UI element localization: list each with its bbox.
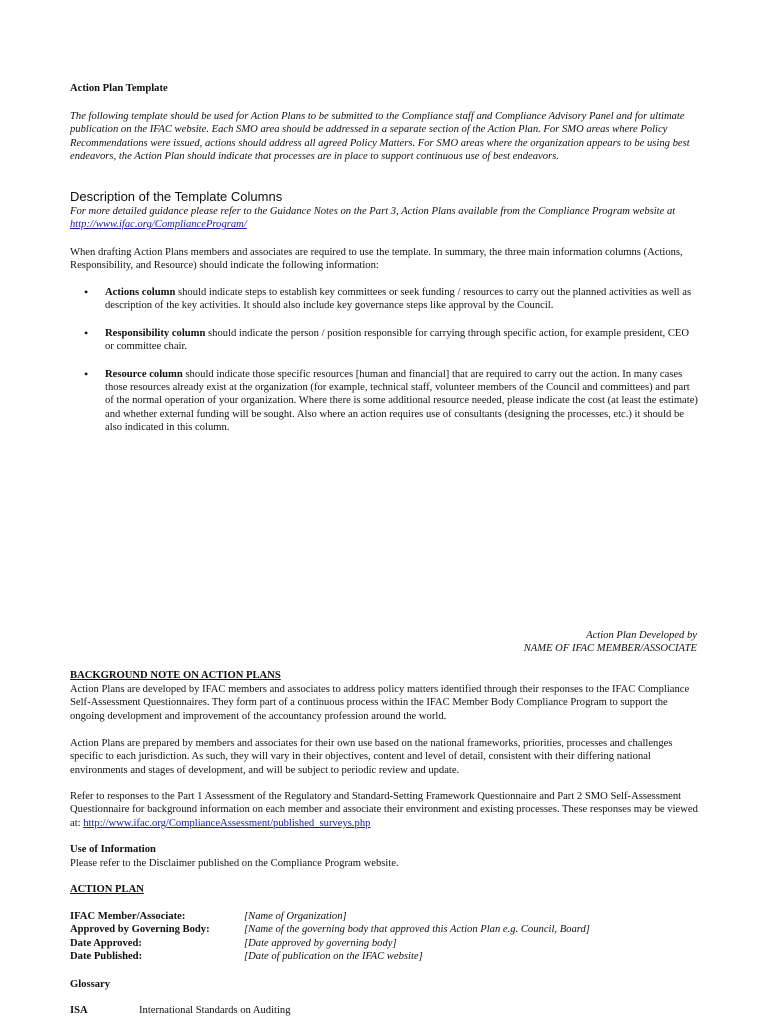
field-row bbox=[70, 950, 590, 963]
columns-heading: Description of the Template Columns bbox=[70, 189, 283, 204]
field-label: Date Published: bbox=[70, 951, 143, 963]
field-value: [Name of the governing body that approved this Action Plan e.g. Council, Board] bbox=[244, 924, 590, 936]
background-para1: Action Plans are developed by IFAC members and associates to address policy matters identified through their responses to the IFAC Compliance Self-Assessment Questionnaires. They form part of a continuous process within the IFAC Member Body Compliance Program to support the ongoing development and improvement of the accountancy profession around the world. bbox=[70, 684, 690, 722]
guidance-text: For more detailed guidance please refer to the Guidance Notes on the Part 3, Action Plans available from the Compliance Program website at bbox=[70, 206, 676, 217]
intro-paragraph: The following template should be used for Action Plans to be submitted to the Compliance staff and Compliance Advisory Panel and for ultimate publication on the IFAC website. Each SMO area should be addressed in a separate section of the Action Plan. For SMO areas where Policy Recommendations were issued, actions should address all agreed Policy Matters. For SMO areas where the organization appears to be using best endeavors, the Action Plan should indicate that processes are in place to support continuous use of best endeavors. bbox=[70, 111, 690, 163]
developed-by-line1: Action Plan Developed by bbox=[586, 630, 697, 641]
use-of-info-heading: Use of Information bbox=[70, 844, 156, 855]
background-para2: Action Plans are prepared by members and associates for their own use based on the national frameworks, priorities, processes and challenges specific to each jurisdiction. As such, they will vary in their objectives, content and level of detail, consistent with their differing national environments and stages of development, and will be subject to periodic review and update. bbox=[70, 738, 673, 776]
glossary-term: ISA bbox=[70, 1005, 88, 1016]
glossary-heading: Glossary bbox=[70, 979, 111, 990]
field-label: Approved by Governing Body: bbox=[70, 924, 210, 936]
published-surveys-link[interactable]: http://www.ifac.org/ComplianceAssessment/published_surveys.php bbox=[83, 817, 371, 829]
bullet-text: should indicate those specific resources [human and financial] that are required to carry out the action. In many cases those resources already exist at the organization (for example, technical staff, volunteer members of the Council and committees) and part of the normal operation of your organization. Where there is some additional resource needed, please indicate the cost (at least the estimate) and whether external funding will be sought. Also where an action requires use of consultants (designing the processes, etc.) it should be also indicated in this column. bbox=[105, 368, 698, 434]
field-value: [Date approved by governing body] bbox=[244, 937, 397, 949]
field-value: [Date of publication on the IFAC website] bbox=[244, 951, 423, 963]
field-row bbox=[70, 937, 590, 950]
field-label: Date Approved: bbox=[70, 937, 142, 949]
bullet-text: should indicate the person / position responsible for carrying through specific action, for example president, CEO or committee chair. bbox=[105, 327, 690, 353]
glossary-entry bbox=[70, 1004, 291, 1017]
bullet-term: Actions column bbox=[105, 287, 176, 298]
field-row bbox=[70, 910, 590, 923]
bullet-resource bbox=[70, 368, 700, 435]
use-of-info-text: Please refer to the Disclaimer published on the Compliance Program website. bbox=[70, 858, 399, 869]
template-title: Action Plan Template bbox=[70, 83, 168, 94]
columns-bullet-list bbox=[70, 286, 700, 435]
compliance-program-link[interactable]: http://www.ifac.org/ComplianceProgram/ bbox=[70, 219, 247, 231]
action-plan-fields bbox=[70, 910, 590, 964]
bullet-responsibility bbox=[70, 327, 700, 354]
bullet-term: Responsibility column bbox=[105, 327, 206, 339]
drafting-paragraph: When drafting Action Plans members and associates are required to use the template. In summary, the three main information columns (Actions, Responsibility, and Resource) should indicate the following information: bbox=[70, 247, 683, 272]
action-plan-heading: ACTION PLAN bbox=[70, 884, 144, 895]
background-para3-text: Refer to responses to the Part 1 Assessment of the Regulatory and Standard-Setting Framework Questionnaire and Part 2 SMO Self-Assessment Questionnaire for background information on each member and associate their environment and existing processes. These responses may be viewed at: bbox=[70, 791, 698, 829]
bullet-text: should indicate steps to establish key committees or seek funding / resources to carry out the planned activities as well as description of the key activities. It should also include key governance steps like approval by the Council. bbox=[105, 287, 692, 312]
developed-by-block bbox=[524, 629, 697, 656]
field-label: IFAC Member/Associate: bbox=[70, 911, 186, 922]
bullet-actions bbox=[70, 286, 700, 313]
guidance-paragraph bbox=[70, 205, 700, 232]
background-para3 bbox=[70, 790, 700, 830]
background-heading: BACKGROUND NOTE ON ACTION PLANS bbox=[70, 670, 281, 681]
developed-by-line2: NAME OF IFAC MEMBER/ASSOCIATE bbox=[523, 643, 697, 655]
field-value: [Name of Organization] bbox=[244, 911, 347, 922]
field-row bbox=[70, 923, 590, 936]
bullet-term: Resource column bbox=[105, 368, 183, 380]
glossary-definition: International Standards on Auditing bbox=[139, 1005, 291, 1016]
